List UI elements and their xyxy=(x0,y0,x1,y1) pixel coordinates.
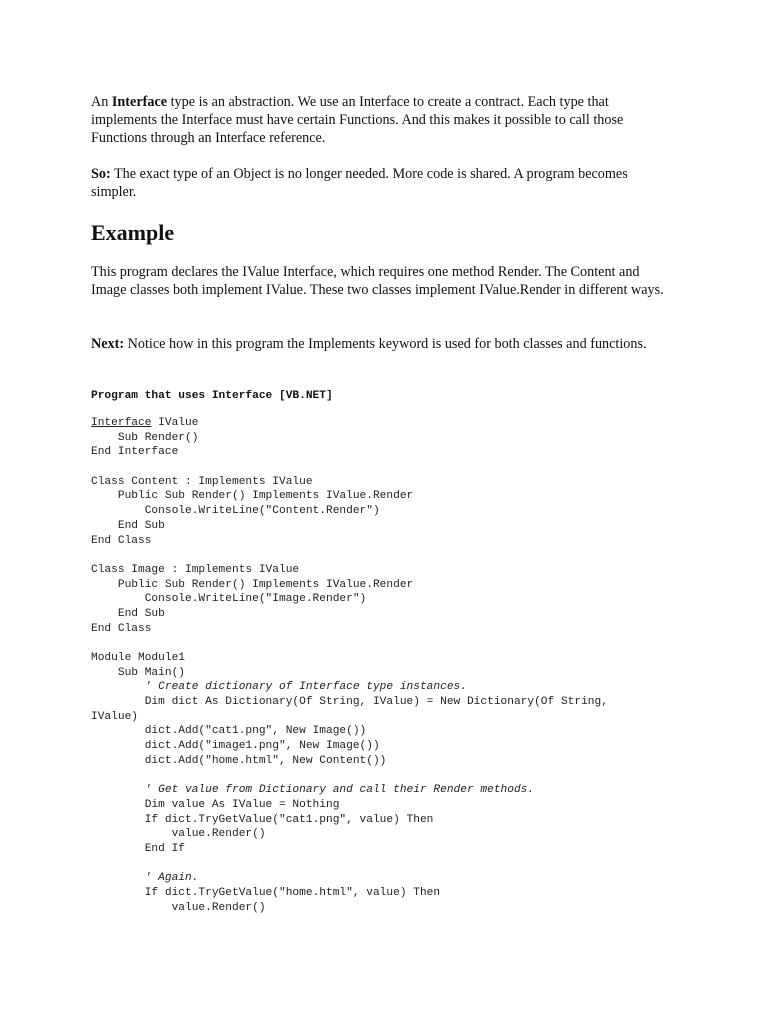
code-line: Class Content : Implements IValue xyxy=(91,475,313,488)
code-title: Program that uses Interface [VB.NET] xyxy=(91,390,333,402)
code-line: End Class xyxy=(91,622,152,635)
so-label: So: xyxy=(91,166,111,182)
code-line: Module Module1 xyxy=(91,652,185,664)
code-line: dict.Add("cat1.png", New Image()) xyxy=(91,725,367,738)
code-line: End Sub xyxy=(91,607,165,620)
intro-paragraph xyxy=(91,93,676,147)
intro-text: type is an abstraction. We use an Interface to create a contract. Each type that implements the Interface must have certain Functions. And this makes it possible to call those Functions through an Interface reference. xyxy=(91,94,624,146)
code-line: value.Render() xyxy=(91,828,266,841)
code-line: If dict.TryGetValue("home.html", value) Then xyxy=(91,887,441,899)
code-line: End Sub xyxy=(91,519,165,532)
example-paragraph: This program declares the IValue Interface, which requires one method Render. The Content and Image classes both implement IValue. These two classes implement IValue.Render in different ways. xyxy=(91,264,664,298)
example-heading: Example xyxy=(91,220,175,245)
so-paragraph xyxy=(91,165,676,201)
code-line: End Class xyxy=(91,534,152,547)
so-text: The exact type of an Object is no longer needed. More code is shared. A program becomes simpler. xyxy=(91,166,628,200)
code-line xyxy=(91,548,608,563)
code-comment-line: ' Again. xyxy=(91,872,199,885)
code-line xyxy=(91,460,608,475)
code-line: dict.Add("image1.png", New Image()) xyxy=(91,740,380,753)
code-line: Public Sub Render() Implements IValue.Render xyxy=(91,578,414,591)
code-line: If dict.TryGetValue("cat1.png", value) Then xyxy=(91,813,434,826)
code-line: Dim value As IValue = Nothing xyxy=(91,798,340,811)
code-line: Public Sub Render() Implements IValue.Render xyxy=(91,490,414,503)
next-label: Next: xyxy=(91,336,125,352)
code-line: Dim dict As Dictionary(Of String, IValue) = New Dictionary(Of String, xyxy=(91,696,608,709)
next-text: Notice how in this program the Implements keyword is used for both classes and functions. xyxy=(124,336,647,352)
intro-term: Interface xyxy=(111,94,168,110)
code-comment-line: ' Create dictionary of Interface type instances. xyxy=(91,681,467,694)
code-line: Class Image : Implements IValue xyxy=(91,563,300,576)
code-line: End Interface xyxy=(91,446,179,459)
code-line: value.Render() xyxy=(91,901,266,914)
code-keyword-link[interactable]: Interface xyxy=(91,417,152,429)
code-block xyxy=(91,416,608,915)
intro-lead: An xyxy=(91,94,112,110)
code-line xyxy=(91,416,608,431)
code-line xyxy=(91,769,608,784)
next-paragraph xyxy=(91,335,676,353)
code-line: Console.WriteLine("Image.Render") xyxy=(91,593,367,606)
code-line xyxy=(91,857,608,872)
code-line xyxy=(91,636,608,651)
code-line: IValue) xyxy=(91,710,138,723)
code-line: Sub Render() xyxy=(91,431,199,444)
code-line: End If xyxy=(91,842,185,855)
code-line: Console.WriteLine("Content.Render") xyxy=(91,505,380,518)
code-line-rest: IValue xyxy=(151,417,199,429)
code-line: dict.Add("home.html", New Content()) xyxy=(91,754,387,767)
code-comment-line: ' Get value from Dictionary and call their Render methods. xyxy=(91,784,535,797)
code-line: Sub Main() xyxy=(91,666,185,679)
